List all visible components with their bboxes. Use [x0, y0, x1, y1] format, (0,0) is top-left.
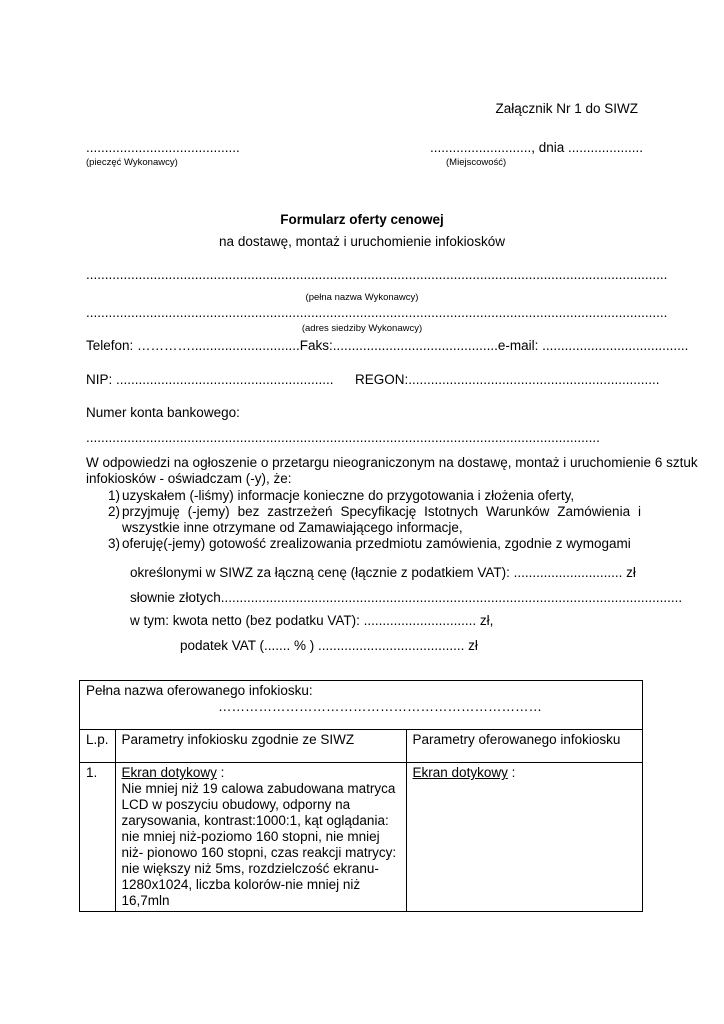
header-offered: Parametry oferowanego infokiosku [406, 730, 642, 763]
table-header-row [80, 730, 643, 763]
row-params-cell [115, 763, 406, 912]
offer-table [79, 680, 643, 912]
row-title: Ekran dotykowy [121, 765, 217, 780]
declaration-list [86, 488, 641, 552]
declaration-item [86, 504, 641, 536]
total-price-line: określonymi w SIWZ za łączną cenę (łącznie z podatkiem VAT): ............................. zł [130, 565, 636, 580]
row-number: 1. [80, 763, 116, 912]
declaration-intro-2: infokiosków - oświadczam (-y), że: [86, 471, 292, 486]
declaration-item [86, 536, 641, 552]
header-lp: L.p. [80, 730, 116, 763]
contact-line: Telefon: ………….............................Faks:............................................e-mail: ....................................... [86, 338, 689, 353]
place-date-line: ..........................., dnia .................... [430, 140, 644, 155]
kiosk-name-cell [80, 681, 643, 730]
stamp-dots: ......................................... [86, 140, 240, 155]
form-subtitle: na dostawę, montaż i uruchomienie infokiosków [219, 234, 505, 249]
row-description: Nie mniej niż 19 calowa zabudowana matryca LCD w poszyciu obudowy, odporny na zarysowania, kontrast:1000:1, kąt oglądania: nie mniej niż-poziomo 160 stopni, nie mniej niż- pionowo 160 stopni, czas reakcji matrycy: nie większy niż 5ms, rozdzielczość ekranu-1280x1024, liczba kolorów-nie mniej niż 16,7mln [121, 781, 397, 908]
kiosk-name-label: Pełna nazwa oferowanego infokiosku: [86, 683, 313, 698]
bank-line: ......................................................................................................................................... [86, 430, 600, 445]
net-amount-line: w tym: kwota netto (bez podatku VAT): .............................. zł, [130, 613, 494, 628]
contractor-name-label: (pełna nazwa Wykonawcy) [305, 292, 419, 303]
item-number: 2) [108, 504, 121, 519]
form-title: Formularz oferty cenowej [280, 212, 444, 227]
table-row [80, 681, 643, 730]
row-title-colon: : [216, 765, 225, 780]
kiosk-name-dots: ……………………………………………………………… [218, 699, 542, 714]
vat-line: podatek VAT (....... % ) ....................................... zł [180, 638, 478, 653]
offered-title-colon: : [507, 765, 516, 780]
row-offered-cell [406, 763, 642, 912]
contractor-address-line: ........................................................................................................................................................... [86, 305, 668, 320]
header-params: Parametry infokiosku zgodnie ze SIWZ [115, 730, 406, 763]
declaration-intro-1: W odpowiedzi na ogłoszenie o przetargu nieograniczonym na dostawę, montaż i uruchomienie 6 sztuk [86, 455, 698, 470]
item-number: 1) [108, 488, 121, 503]
contractor-address-label: (adres siedziby Wykonawcy) [301, 323, 423, 334]
item-text: przyjmuję (-jemy) bez zastrzeżeń Specyfikację Istotnych Warunków Zamówienia i wszystkie inne otrzymane od Zamawiającego informacje, [122, 504, 641, 535]
price-words-line: słownie złotych........................................................................................................................... [130, 590, 683, 605]
declaration-item [86, 488, 641, 504]
nip-line: NIP: .......................................................... [86, 372, 334, 387]
contractor-name-line: ........................................................................................................................................................... [86, 267, 668, 282]
place-label: (Miejscowość) [446, 157, 507, 168]
regon-line: REGON:................................................................... [355, 372, 660, 387]
table-row [80, 763, 643, 912]
attachment-label: Załącznik Nr 1 do SIWZ [495, 101, 638, 116]
bank-label: Numer konta bankowego: [86, 405, 240, 420]
item-text: oferuję(-jemy) gotowość zrealizowania przedmiotu zamówienia, zgodnie z wymogami [122, 536, 631, 551]
stamp-label: (pieczęć Wykonawcy) [86, 157, 178, 168]
offered-title: Ekran dotykowy [412, 765, 508, 780]
item-text: uzyskałem (-liśmy) informacje konieczne do przygotowania i złożenia oferty, [122, 488, 575, 503]
item-number: 3) [108, 536, 121, 551]
